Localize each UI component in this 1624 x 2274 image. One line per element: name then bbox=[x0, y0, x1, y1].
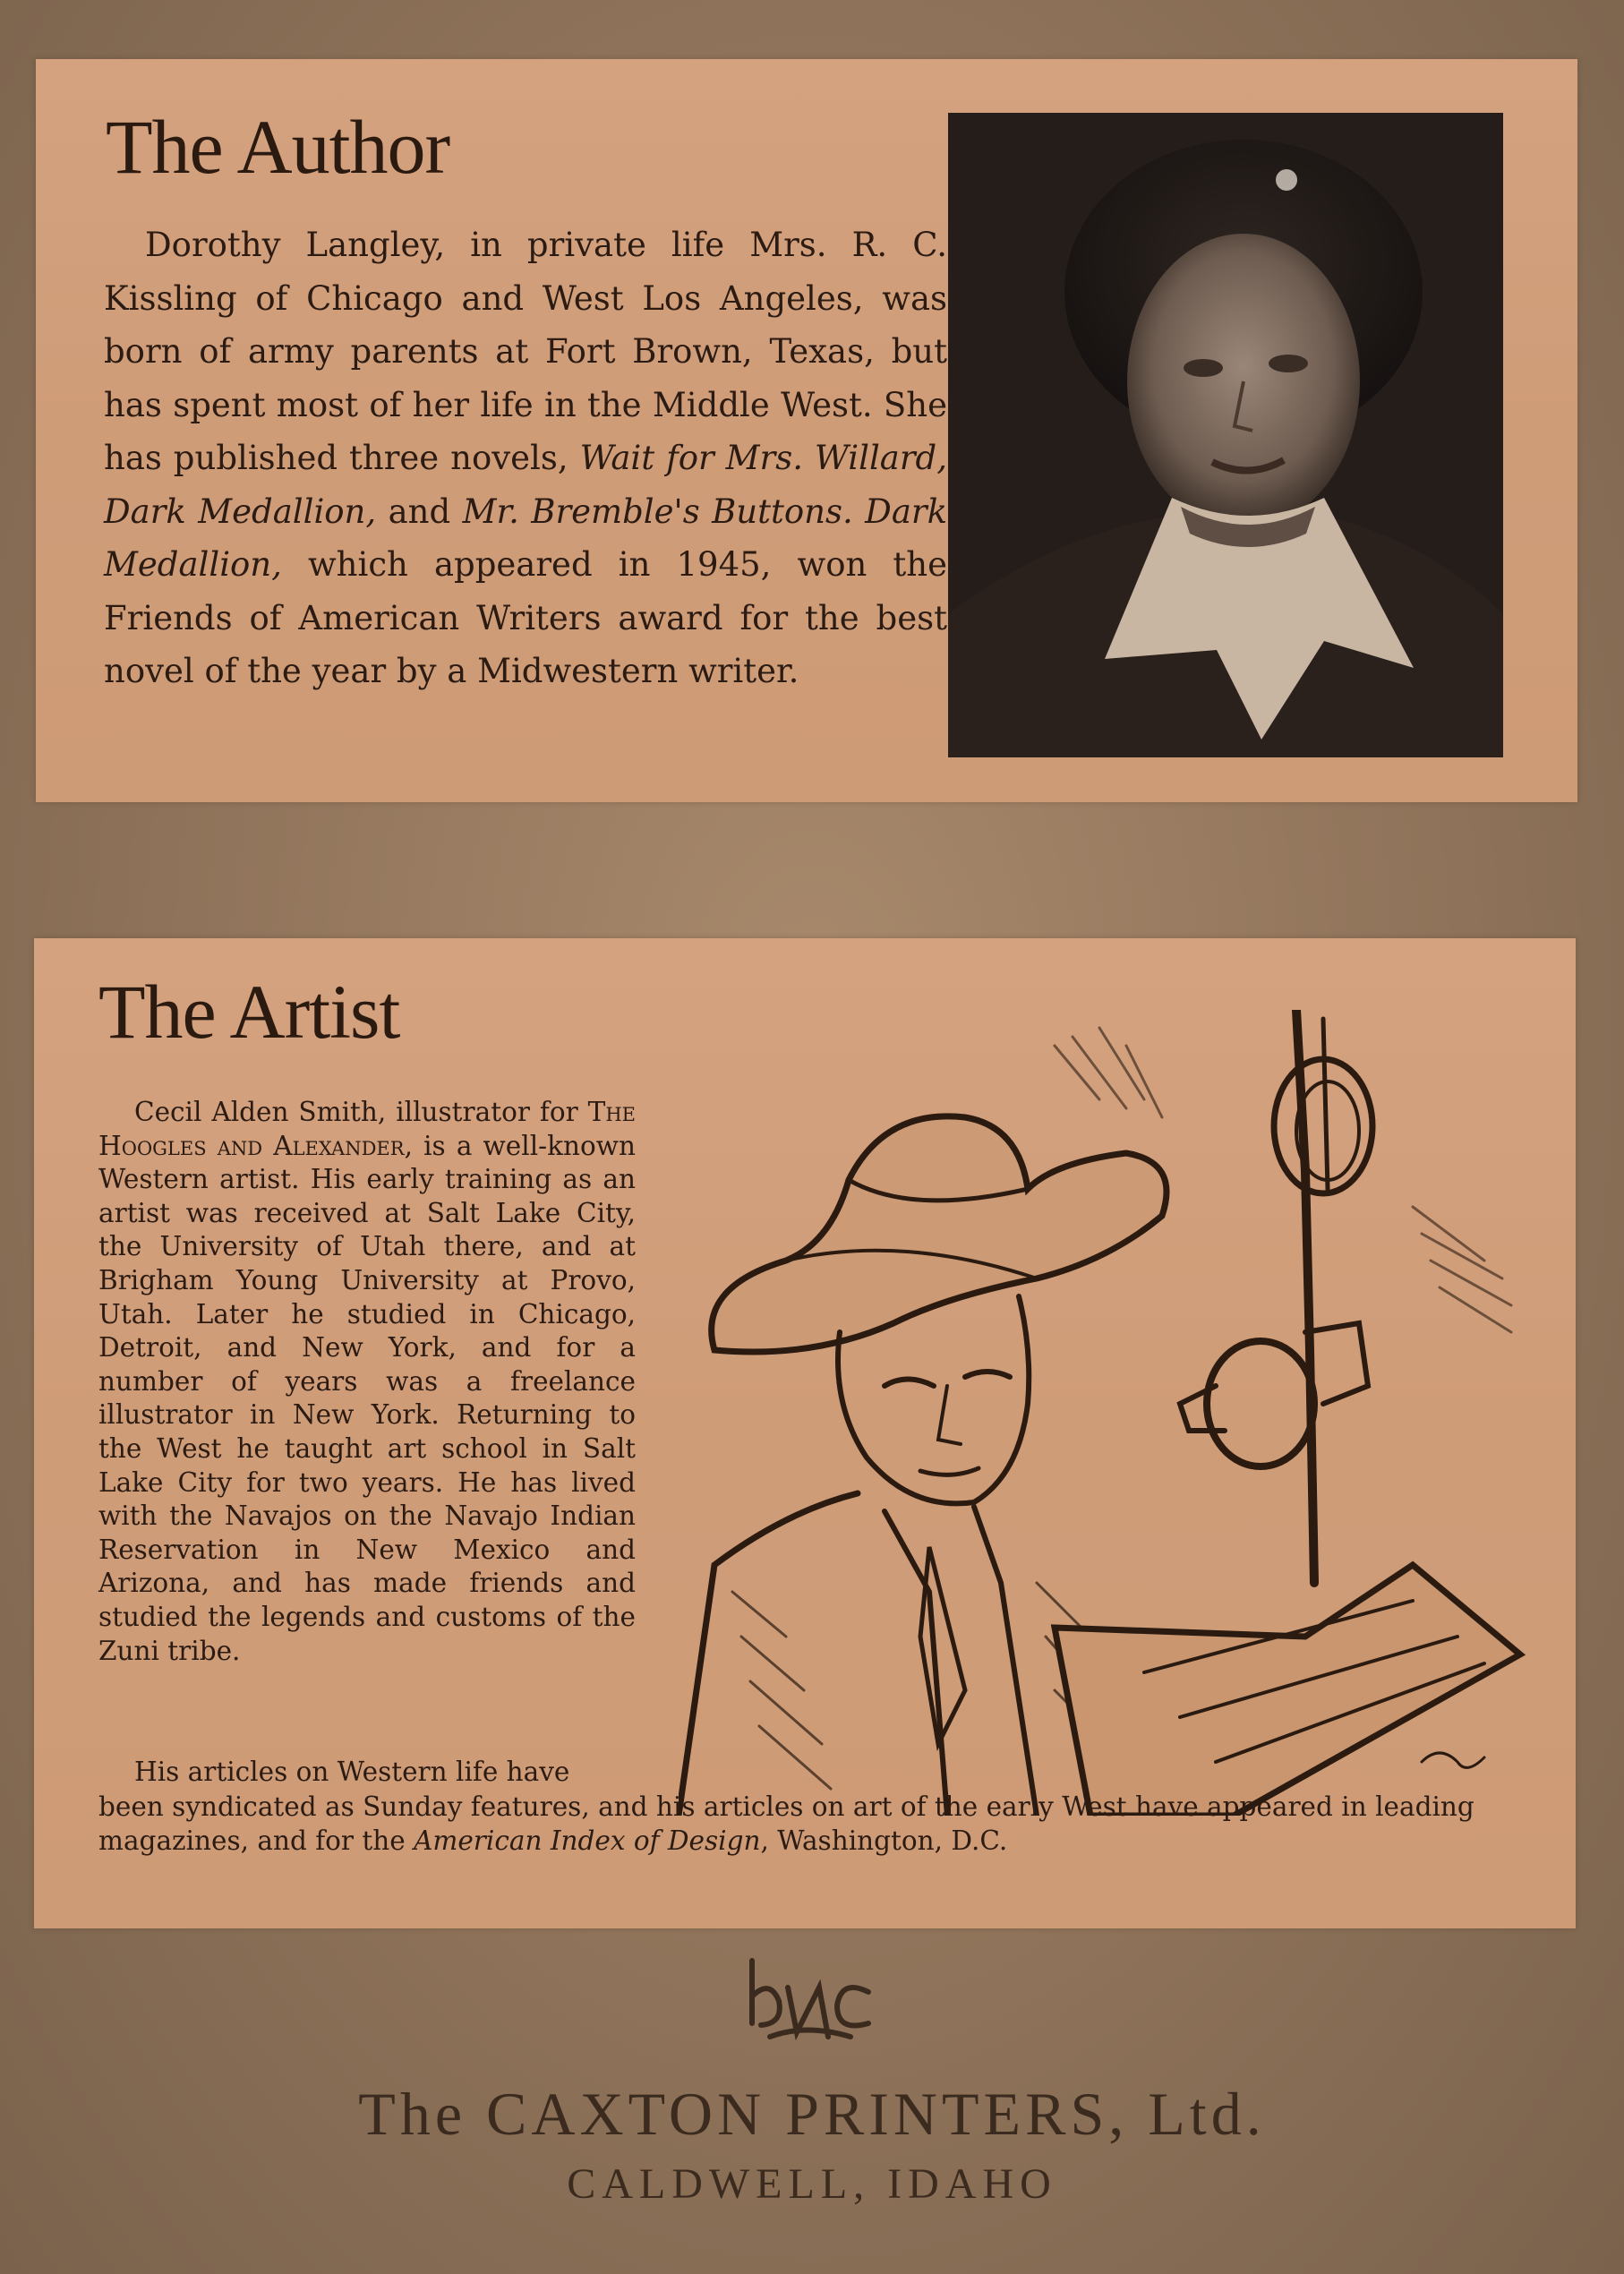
novel-title-3: Mr. Bremble's Buttons. bbox=[462, 492, 853, 531]
artist-cont-text-a: been syndicated as Sunday features, and his articles on art of the early West have appeared in leading magazines, and for the bbox=[98, 1791, 1474, 1856]
artist-cont-line1: His articles on Western life have bbox=[134, 1757, 570, 1787]
artist-cont-text-b: , Washington, D.C. bbox=[760, 1825, 1008, 1856]
artist-bio-continued bbox=[98, 1755, 1567, 1859]
artist-bio-intro: Cecil Alden Smith, illustrator for bbox=[134, 1097, 588, 1127]
novel-title-1: Wait for Mrs. Willard, bbox=[579, 439, 947, 477]
author-panel bbox=[36, 59, 1577, 802]
author-bio bbox=[104, 218, 947, 698]
publisher-city: CALDWELL, IDAHO bbox=[567, 2160, 1057, 2208]
and-word: and bbox=[376, 492, 463, 531]
novel-title-4: Dark Medallion, bbox=[104, 492, 947, 584]
index-of-design-title: American Index of Design bbox=[414, 1825, 761, 1856]
author-bio-text-end: which appeared in 1945, won the Friends of American Writers award for the best novel of the year by a Midwestern writer. bbox=[104, 545, 947, 690]
artist-cont-rest bbox=[98, 1790, 1567, 1859]
author-bio-text: Dorothy Langley, in private life Mrs. R. C. Kissling of Chicago and West Los Angeles, was born of army parents at Fort Brown, Texas, but has spent most of her life in the Middle West. She has published three novels, bbox=[104, 226, 947, 477]
author-photo bbox=[948, 113, 1503, 757]
artist-bio-text: is a well-known Western artist. His early training as an artist was received at Salt Lake City, the University of Utah there, and at Brigham Young University at Provo, Utah. Later he studied in Chicago, Detroit, and New York, and for a number of years was a freelance illustrator in New York. Returning to the West he taught art school in Salt Lake City for two years. He has lived with the Navajos on the Navajo Indian Reservation in New Mexico and Arizona, and has made friends and studied the legends and customs of the Zuni tribe. bbox=[98, 1130, 636, 1666]
artist-panel bbox=[34, 938, 1576, 1928]
book-title: The Hoogles and Alexander, bbox=[98, 1097, 636, 1161]
artist-bio bbox=[98, 1096, 636, 1668]
caxton-printers-logo-icon bbox=[734, 1952, 886, 2050]
author-portrait-image bbox=[948, 113, 1503, 757]
publisher-name: The CAXTON PRINTERS, Ltd. bbox=[358, 2080, 1266, 2148]
novel-title-2: Dark Medallion, bbox=[104, 492, 377, 531]
artist-heading: The Artist bbox=[98, 969, 400, 1055]
author-heading: The Author bbox=[106, 104, 450, 190]
cowboy-sketch-illustration bbox=[679, 1010, 1556, 1816]
